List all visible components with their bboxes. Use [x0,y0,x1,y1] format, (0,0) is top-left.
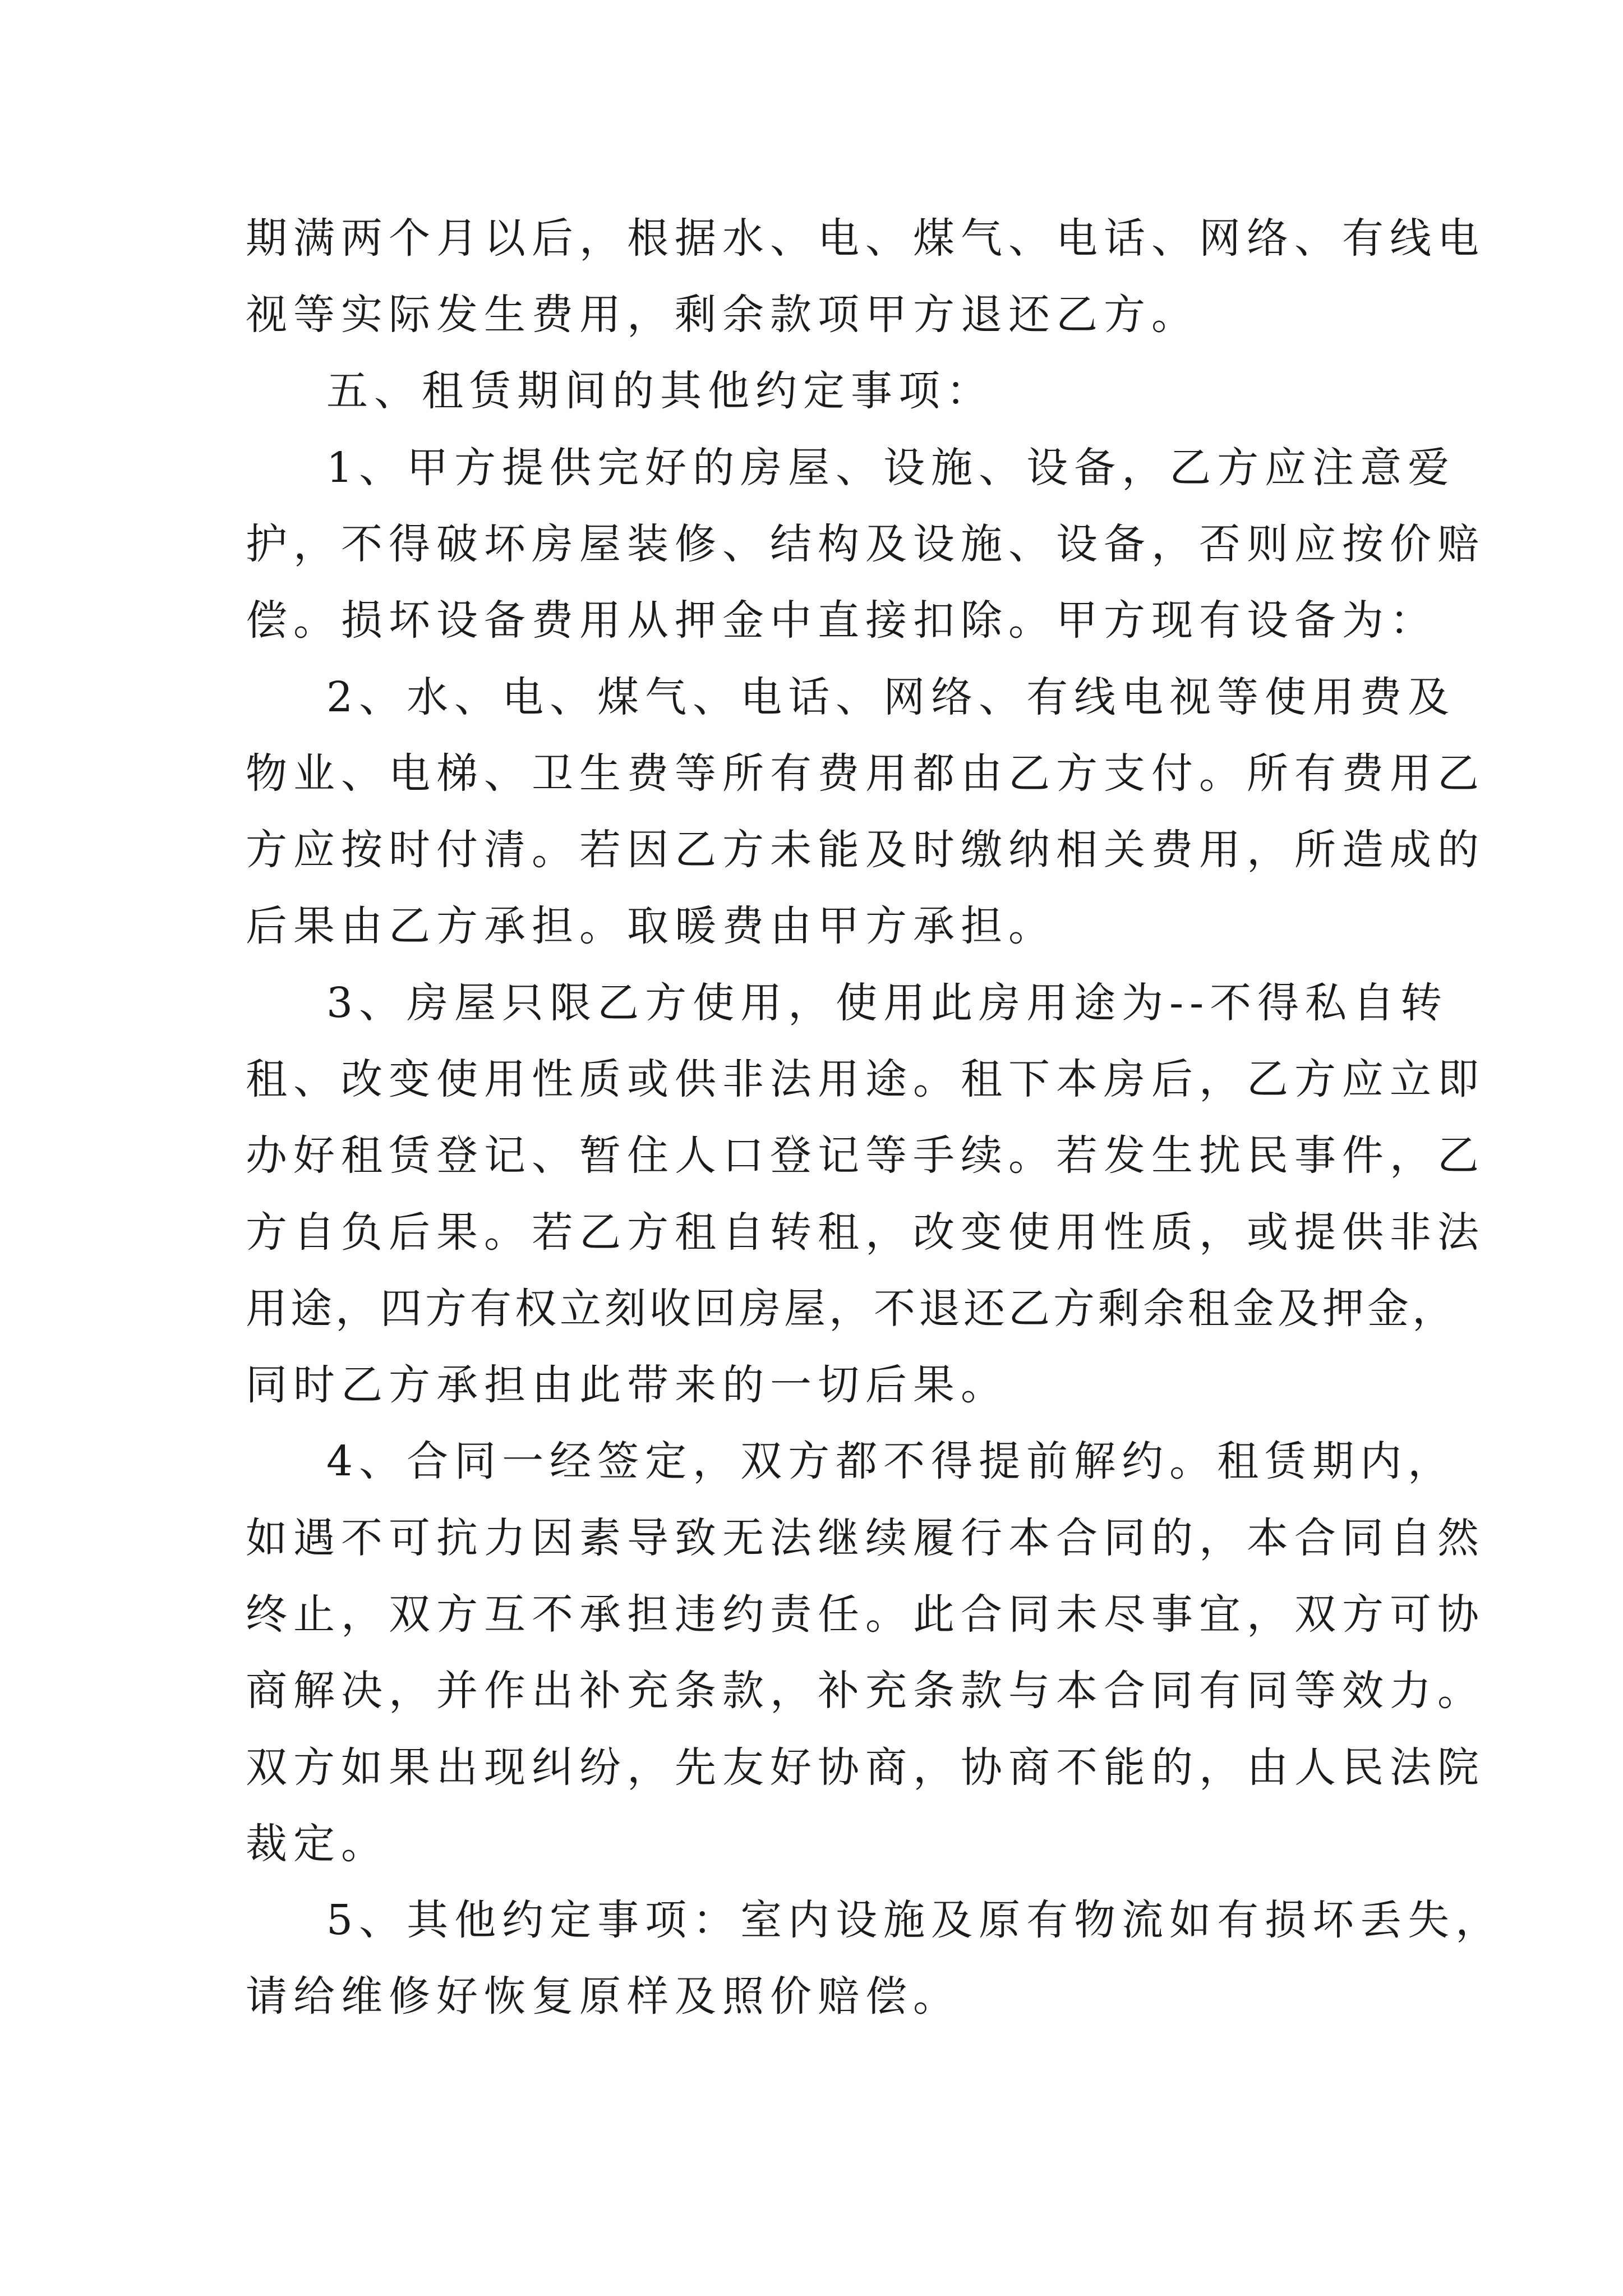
clause-3-line: 3、房屋只限乙方使用，使用此房用途为--不得私自转 [326,979,1449,1027]
clause-2-line: 2、水、电、煤气、电话、网络、有线电视等使用费及 [326,673,1456,721]
text-line: 办好租赁登记、暂住人口登记等手续。若发生扰民事件，乙 [246,1131,1485,1180]
text-line: 后果由乙方承担。取暖费由甲方承担。 [246,902,1056,950]
text-line: 如遇不可抗力因素导致无法继续履行本合同的，本合同自然 [246,1514,1485,1562]
text-line: 方应按时付清。若因乙方未能及时缴纳相关费用，所造成的 [246,826,1485,874]
text-line: 双方如果出现纠纷，先友好协商，协商不能的，由人民法院 [246,1743,1485,1792]
text-line: 偿。损坏设备费用从押金中直接扣除。甲方现有设备为： [246,596,1437,645]
text-line: 护，不得破坏房屋装修、结构及设施、设备，否则应按价赔 [246,520,1485,568]
text-line: 方自负后果。若乙方租自转租，改变使用性质，或提供非法 [246,1208,1485,1257]
clause-1-line: 1、甲方提供完好的房屋、设施、设备，乙方应注意爱 [326,444,1456,492]
text-line: 同时乙方承担由此带来的一切后果。 [246,1361,1008,1409]
text-line: 租、改变使用性质或供非法用途。租下本房后，乙方应立即 [246,1055,1485,1103]
text-line: 物业、电梯、卫生费等所有费用都由乙方支付。所有费用乙 [246,749,1485,798]
text-line: 商解决，并作出补充条款，补充条款与本合同有同等效力。 [246,1667,1485,1715]
text-line: 期满两个月以后，根据水、电、煤气、电话、网络、有线电 [246,214,1485,263]
clause-5-line: 5、其他约定事项：室内设施及原有物流如有损坏丢失， [326,1896,1504,1944]
text-line: 裁定。 [246,1820,389,1868]
text-line: 请给维修好恢复原样及照价赔偿。 [246,1972,961,2021]
text-line: 终止，双方互不承担违约责任。此合同未尽事宜，双方可协 [246,1590,1485,1639]
text-line: 用途，四方有权立刻收回房屋，不退还乙方剩余租金及押金， [246,1285,1457,1333]
section-heading: 五、租赁期间的其他约定事项： [326,367,994,415]
text-line: 视等实际发生费用，剩余款项甲方退还乙方。 [246,291,1199,339]
clause-4-line: 4、合同一经签定，双方都不得提前解约。租赁期内， [326,1437,1456,1485]
